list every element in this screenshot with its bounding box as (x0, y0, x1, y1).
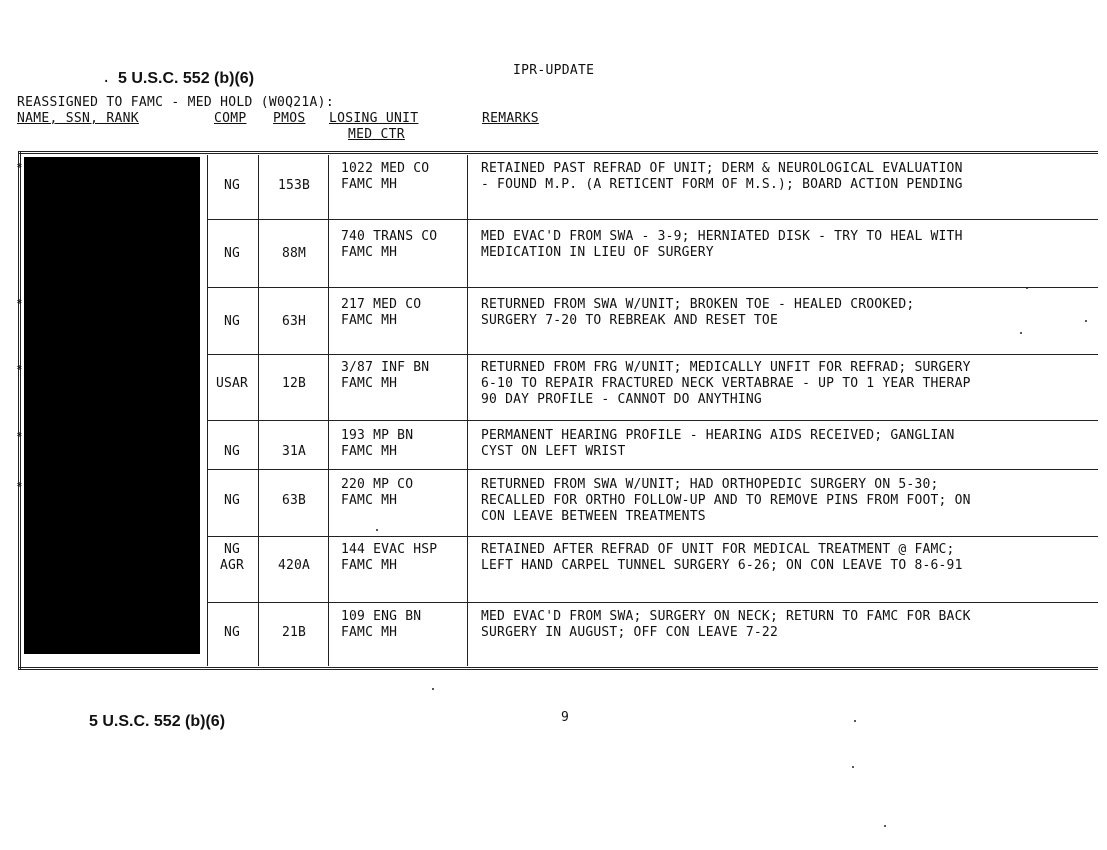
comp-cell: USAR (215, 376, 249, 391)
losing-unit-cell: 1022 MED CO (341, 161, 430, 176)
remarks-line: CON LEAVE BETWEEN TREATMENTS (481, 509, 706, 524)
remarks-line: 6-10 TO REPAIR FRACTURED NECK VERTABRAE - UP TO 1 YEAR THERAP (481, 376, 971, 391)
comp-cell: NG (223, 178, 241, 193)
reassigned-line: REASSIGNED TO FAMC - MED HOLD (W0Q21A): (17, 95, 334, 110)
remarks-line: SURGERY 7-20 TO REBREAK AND RESET TOE (481, 313, 778, 328)
exemption-label-top: 5 U.S.C. 552 (b)(6) (118, 70, 255, 87)
losing-unit-cell: 109 ENG BN (341, 609, 422, 624)
col-header-unit: LOSING UNIT (329, 111, 419, 126)
losing-unit-cell: 740 TRANS CO (341, 229, 438, 244)
comp-cell: NG (223, 493, 241, 508)
document-title: IPR-UPDATE (513, 63, 595, 78)
med-ctr-cell: FAMC MH (341, 376, 398, 391)
col-header-medctr: MED CTR (348, 127, 405, 142)
pmos-cell: 21B (281, 625, 307, 640)
comp-cell: NG (223, 444, 241, 459)
col-header-remarks: REMARKS (482, 111, 539, 126)
col-header-name: NAME, SSN, RANK (17, 111, 139, 126)
remarks-line: MED EVAC'D FROM SWA - 3-9; HERNIATED DISK - TRY TO HEAL WITH (481, 229, 963, 244)
record-table: * * * * * NG 153B 1022 MED CO FAMC MH RETAINED PAST REFRAD OF UNIT; DERM & NEUROLOGICAL EVALUATION - FOUND M.P. (A RETICENT FORM OF M.S.); BOARD ACTION PENDING NG 88M 740 TRANS CO FAMC MH MED EVAC'D FROM SWA - 3-9; HERNIATED DISK - TRY TO HEAL WITH MEDICATION IN LIEU OF SURGERY NG 63H 217 MED CO FAMC MH RETURNED FROM SWA W/UNIT; BROKEN TOE - HEALED CROOKED; SURGERY 7-20 TO REBREAK AND RESET TOE USAR 12B 3/87 INF BN FAMC MH RETURNED FROM FRG W/UNIT; MEDICALLY UNFIT FOR REFRAD; SURGERY 6-10 TO REPAIR FRACTURED NECK VERTABRAE - UP TO 1 YEAR THERAP 90 DAY PROFILE - CANNOT DO ANYTHING NG 31A 193 MP BN FAMC MH PERMANENT HEARING PROFILE - HEARING AIDS RECEIVED; GANGLIAN CYST ON LEFT WRIST NG 63B 220 MP CO FAMC MH RETURNED FROM SWA W/UNIT; HAD ORTHOPEDIC SURGERY ON 5-30; RECALLED FOR ORTHO FOLLOW-UP AND TO REMOVE PINS FROM FOOT; ON CON LEAVE BETWEEN TREATMENTS NG AGR 420A 144 EVAC HSP FAMC MH RETAINED AFTER REFRAD OF UNIT FOR MEDICAL TREATMENT @ FAMC; LEFT HAND CARPEL TUNNEL SURGERY 6-26; ON CON LEAVE TO 8-6-91 NG 21B 109 ENG BN FAMC MH MED EVAC'D FROM SWA; SURGERY ON NECK; RETURN TO FAMC FOR BACK SURGERY IN AUGUST; OFF CON LEAVE 7-22 (18, 151, 1098, 670)
pmos-cell: 31A (281, 444, 307, 459)
comp-cell: NG (223, 625, 241, 640)
losing-unit-cell: 3/87 INF BN (341, 360, 430, 375)
med-ctr-cell: FAMC MH (341, 444, 398, 459)
remarks-line: MEDICATION IN LIEU OF SURGERY (481, 245, 714, 260)
med-ctr-cell: FAMC MH (341, 313, 398, 328)
med-ctr-cell: FAMC MH (341, 177, 398, 192)
remarks-line: CYST ON LEFT WRIST (481, 444, 626, 459)
col-header-comp: COMP (214, 111, 247, 126)
pmos-cell: 63H (281, 314, 307, 329)
med-ctr-cell: FAMC MH (341, 245, 398, 260)
remarks-line: RETURNED FROM SWA W/UNIT; HAD ORTHOPEDIC SURGERY ON 5-30; (481, 477, 939, 492)
remarks-line: SURGERY IN AUGUST; OFF CON LEAVE 7-22 (481, 625, 778, 640)
remarks-line: MED EVAC'D FROM SWA; SURGERY ON NECK; RETURN TO FAMC FOR BACK (481, 609, 971, 624)
remarks-line: 90 DAY PROFILE - CANNOT DO ANYTHING (481, 392, 762, 407)
remarks-line: PERMANENT HEARING PROFILE - HEARING AIDS RECEIVED; GANGLIAN (481, 428, 955, 443)
pmos-cell: 12B (281, 376, 307, 391)
page-number: 9 (561, 710, 570, 725)
pmos-cell: 420A (277, 558, 311, 573)
remarks-line: RETURNED FROM SWA W/UNIT; BROKEN TOE - HEALED CROOKED; (481, 297, 915, 312)
pmos-cell: 153B (277, 178, 311, 193)
remarks-line: RETAINED AFTER REFRAD OF UNIT FOR MEDICAL TREATMENT @ FAMC; (481, 542, 955, 557)
losing-unit-cell: 144 EVAC HSP (341, 542, 438, 557)
remarks-line: LEFT HAND CARPEL TUNNEL SURGERY 6-26; ON CON LEAVE TO 8-6-91 (481, 558, 963, 573)
med-ctr-cell: FAMC MH (341, 625, 398, 640)
losing-unit-cell: 193 MP BN (341, 428, 414, 443)
med-ctr-cell: FAMC MH (341, 493, 398, 508)
comp-cell: NG (223, 246, 241, 261)
pmos-cell: 63B (281, 493, 307, 508)
losing-unit-cell: 217 MED CO (341, 297, 422, 312)
remarks-line: RECALLED FOR ORTHO FOLLOW-UP AND TO REMOVE PINS FROM FOOT; ON (481, 493, 971, 508)
remarks-line: RETAINED PAST REFRAD OF UNIT; DERM & NEUROLOGICAL EVALUATION (481, 161, 963, 176)
remarks-line: - FOUND M.P. (A RETICENT FORM OF M.S.); BOARD ACTION PENDING (481, 177, 963, 192)
col-header-pmos: PMOS (273, 111, 306, 126)
remarks-line: RETURNED FROM FRG W/UNIT; MEDICALLY UNFIT FOR REFRAD; SURGERY (481, 360, 971, 375)
exemption-label-bottom: 5 U.S.C. 552 (b)(6) (89, 713, 226, 730)
bullet-dot: · (102, 74, 111, 90)
comp-cell: NG AGR (219, 542, 245, 573)
losing-unit-cell: 220 MP CO (341, 477, 414, 492)
redaction-block (24, 157, 200, 654)
pmos-cell: 88M (281, 246, 307, 261)
med-ctr-cell: FAMC MH (341, 558, 398, 573)
comp-cell: NG (223, 314, 241, 329)
